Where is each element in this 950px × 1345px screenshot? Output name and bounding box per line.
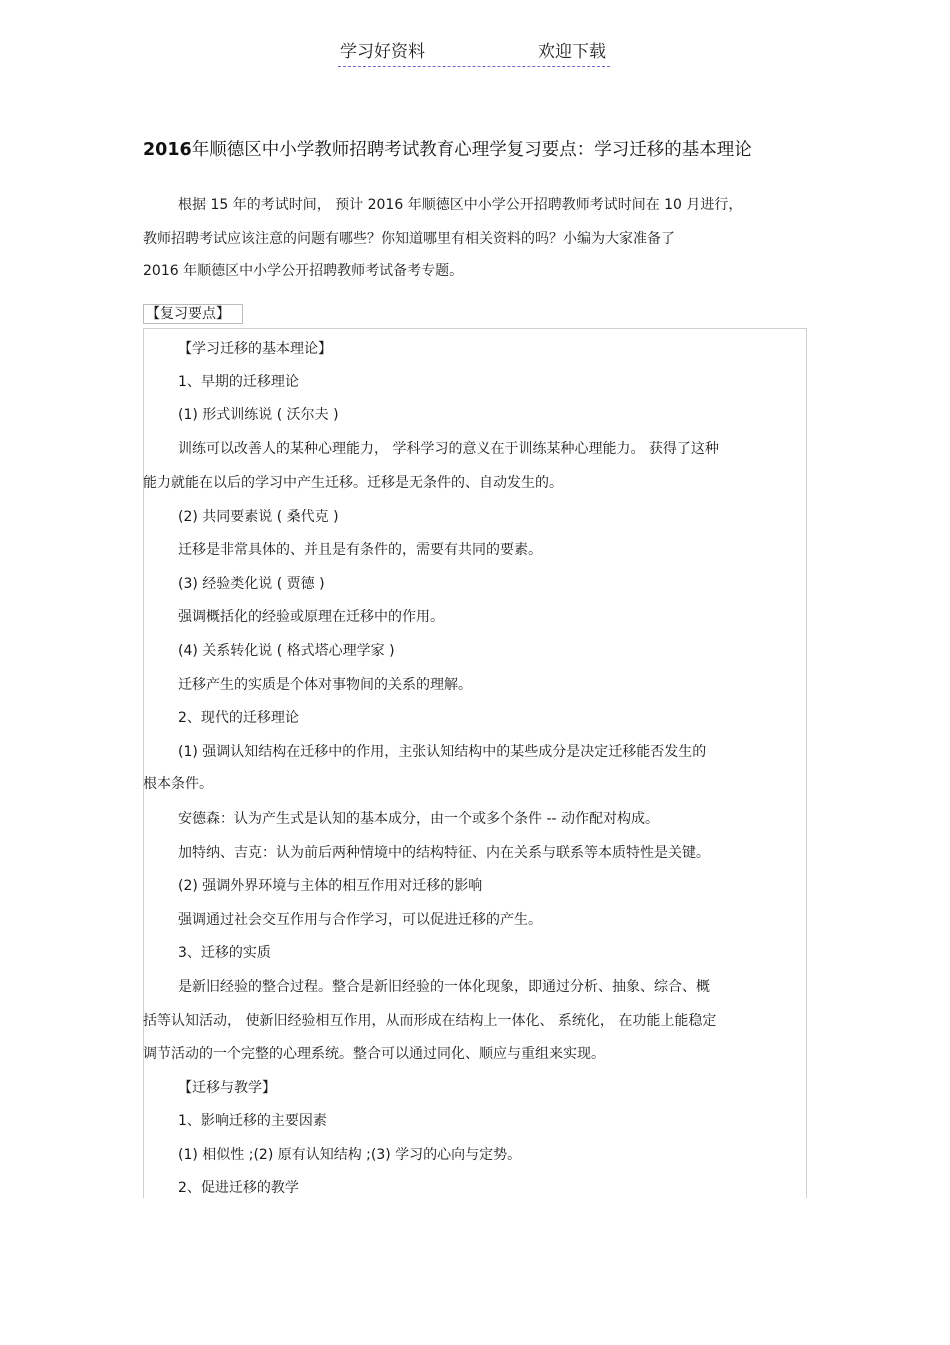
subheading-early-theory: 1、早期的迁移理论	[178, 374, 299, 390]
document-title	[143, 138, 823, 162]
paragraph-line: 是新旧经验的整合过程。整合是新旧经验的一体化现象，即通过分析、抽象、综合、概	[178, 979, 710, 995]
subheading-essence: 3、迁移的实质	[178, 945, 271, 961]
header-left-text: 学习好资料	[340, 42, 425, 62]
paragraph-line: 迁移产生的实质是个体对事物间的关系的理解。	[178, 677, 472, 693]
paragraph-line: 强调通过社会交互作用与合作学习，可以促进迁移的产生。	[178, 912, 542, 928]
paragraph-line: 迁移是非常具体的、并且是有条件的，需要有共同的要素。	[178, 542, 542, 558]
paragraph-line: 强调概括化的经验或原理在迁移中的作用。	[178, 609, 444, 625]
title-year: 2016	[143, 140, 192, 160]
subheading-teaching: 2、促进迁移的教学	[178, 1180, 299, 1196]
review-tag: 【复习要点】	[143, 304, 243, 324]
paragraph-line: (1) 强调认知结构在迁移中的作用，主张认知结构中的某些成分是决定迁移能否发生的	[178, 744, 707, 760]
paragraph-line: 调节活动的一个完整的心理系统。整合可以通过同化、顺应与重组来实现。	[143, 1046, 605, 1062]
paragraph-line: 安德森：认为产生式是认知的基本成分，由一个或多个条件 -- 动作配对构成。	[178, 811, 660, 827]
paragraph-line: (1) 相似性 ;(2) 原有认知结构 ;(3) 学习的心向与定势。	[178, 1147, 522, 1163]
intro-line-2: 教师招聘考试应该注意的问题有哪些？你知道哪里有相关资料的吗？小编为大家准备了	[143, 231, 675, 247]
paragraph-line: 训练可以改善人的某种心理能力， 学科学习的意义在于训练某种心理能力。 获得了这种	[178, 441, 719, 457]
section-heading-basic-theory: 【学习迁移的基本理论】	[178, 341, 332, 357]
paragraph-line: (2) 强调外界环境与主体的相互作用对迁移的影响	[178, 878, 483, 894]
item-formal-discipline: (1) 形式训练说 ( 沃尔夫 )	[178, 407, 339, 423]
intro-line-1: 根据 15 年的考试时间， 预计 2016 年顺德区中小学公开招聘教师考试时间在 10 月进行，	[178, 197, 743, 213]
title-text: 年顺德区中小学教师招聘考试教育心理学复习要点：学习迁移的基本理论	[191, 140, 752, 160]
item-generalization: (3) 经验类化说 ( 贾德 )	[178, 576, 325, 592]
page-header	[338, 40, 610, 67]
intro-line-3: 2016 年顺德区中小学公开招聘教师考试备考专题。	[143, 263, 464, 279]
item-identical-elements: (2) 共同要素说 ( 桑代克 )	[178, 509, 339, 525]
paragraph-line: 加特纳、吉克：认为前后两种情境中的结构特征、内在关系与联系等本质特性是关键。	[178, 845, 710, 861]
paragraph-line: 括等认知活动， 使新旧经验相互作用，从而形成在结构上一体化、 系统化， 在功能上能稳定	[143, 1013, 717, 1029]
subheading-factors: 1、影响迁移的主要因素	[178, 1113, 327, 1129]
header-right-text: 欢迎下载	[538, 42, 606, 62]
item-transposition: (4) 关系转化说 ( 格式塔心理学家 )	[178, 643, 395, 659]
paragraph-line: 根本条件。	[143, 776, 213, 792]
section-heading-transfer-teaching: 【迁移与教学】	[178, 1080, 276, 1096]
subheading-modern-theory: 2、现代的迁移理论	[178, 710, 299, 726]
paragraph-line: 能力就能在以后的学习中产生迁移。迁移是无条件的、自动发生的。	[143, 475, 563, 491]
